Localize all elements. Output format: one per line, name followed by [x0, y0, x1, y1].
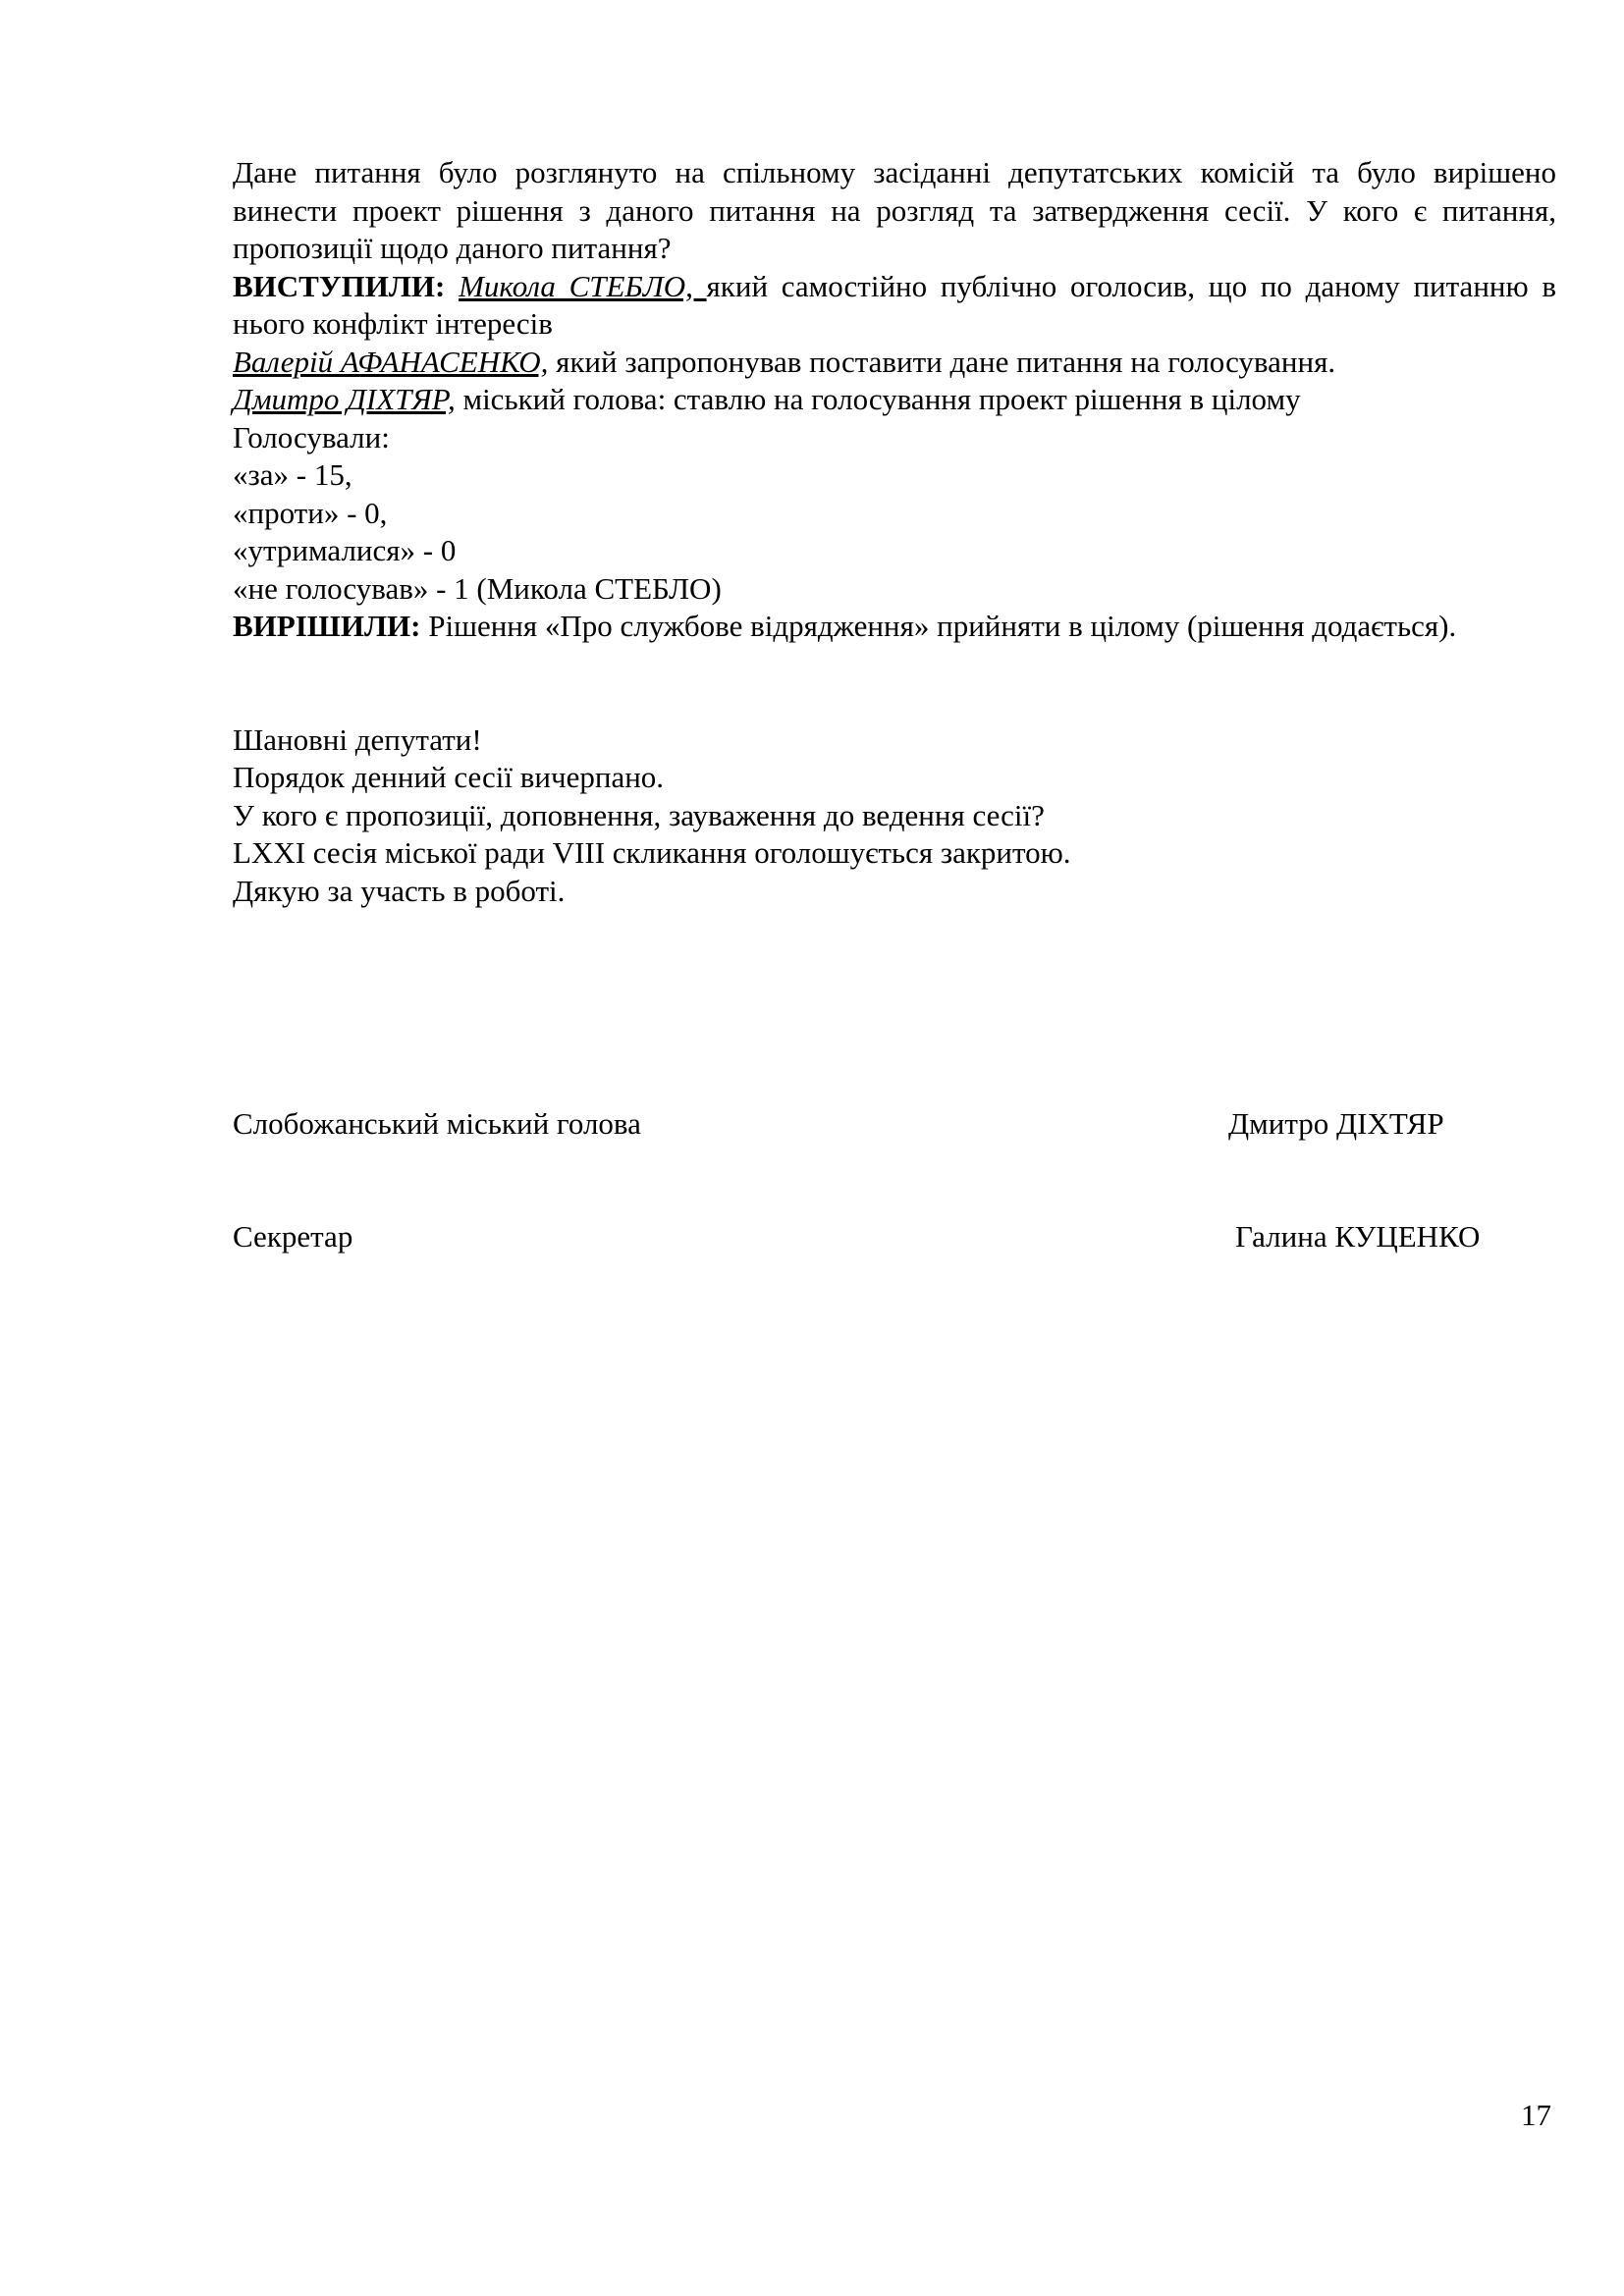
speaker-paragraph-dikhtiar — [233, 381, 1556, 419]
signature-row-mayor — [233, 1105, 1558, 1145]
closing-line: Дякую за участь в роботі. — [233, 873, 566, 908]
speaker-text-steblo: який самостійно публічно оголосив, що по даному питанню в нього конфлікт інтересів — [233, 268, 1556, 341]
decided-text: Рішення «Про службове відрядження» прийняти в цілому (рішення додається). — [420, 609, 1457, 643]
signature-row-secretary — [233, 1218, 1558, 1257]
section-spacer — [233, 646, 1556, 721]
speaker-name-afanasenko: Валерій АФАНАСЕНКО, — [233, 344, 549, 379]
spoke-label: ВИСТУПИЛИ: — [233, 268, 446, 303]
vote-abstained: «утрималися» - 0 — [233, 533, 457, 567]
intro-paragraph: Дане питання було розглянуто на спільному засіданні депутатських комісій та було вирішено винести проект рішення з даного питання на розгляд та затвердження сесії. У кого є питання, пропозиції щодо даного питання? — [233, 155, 1556, 265]
speaker-name-dikhtiar: Дмитро ДІХТЯР, — [233, 382, 456, 416]
vote-for: «за» - 15, — [233, 457, 352, 492]
spoke-paragraph — [233, 268, 1556, 344]
secretary-title: Секретар — [233, 1219, 353, 1254]
mayor-title: Слобожанський міський голова — [233, 1106, 641, 1141]
page-number: 17 — [1521, 2098, 1551, 2132]
secretary-name: Галина КУЦЕНКО — [1235, 1219, 1481, 1254]
closing-line: Порядок денний сесії вичерпано. — [233, 760, 665, 794]
closing-line: LXXI сесія міської ради VIII скликання оголошується закритою. — [233, 835, 1071, 870]
vote-against: «проти» - 0, — [233, 495, 388, 530]
speaker-paragraph-afanasenko — [233, 344, 1556, 382]
closing-line: Шановні депутати! — [233, 721, 482, 757]
mayor-name: Дмитро ДІХТЯР — [1228, 1106, 1444, 1141]
closing-line: У кого є пропозиції, доповнення, зауваження до ведення сесії? — [233, 797, 1045, 832]
speaker-text-afanasenko: який запропонував поставити дане питання на голосування. — [548, 344, 1336, 379]
voted-label: Голосували: — [233, 419, 390, 454]
decided-label: ВИРІШИЛИ: — [233, 609, 421, 643]
document-body — [233, 154, 1556, 910]
vote-not-voted: «не голосував» - 1 (Микола СТЕБЛО) — [233, 570, 722, 606]
decided-paragraph — [233, 608, 1556, 646]
speaker-text-dikhtiar: міський голова: ставлю на голосування проект рішення в цілому — [455, 382, 1301, 416]
speaker-name-steblo: Микола СТЕБЛО, — [459, 268, 707, 303]
